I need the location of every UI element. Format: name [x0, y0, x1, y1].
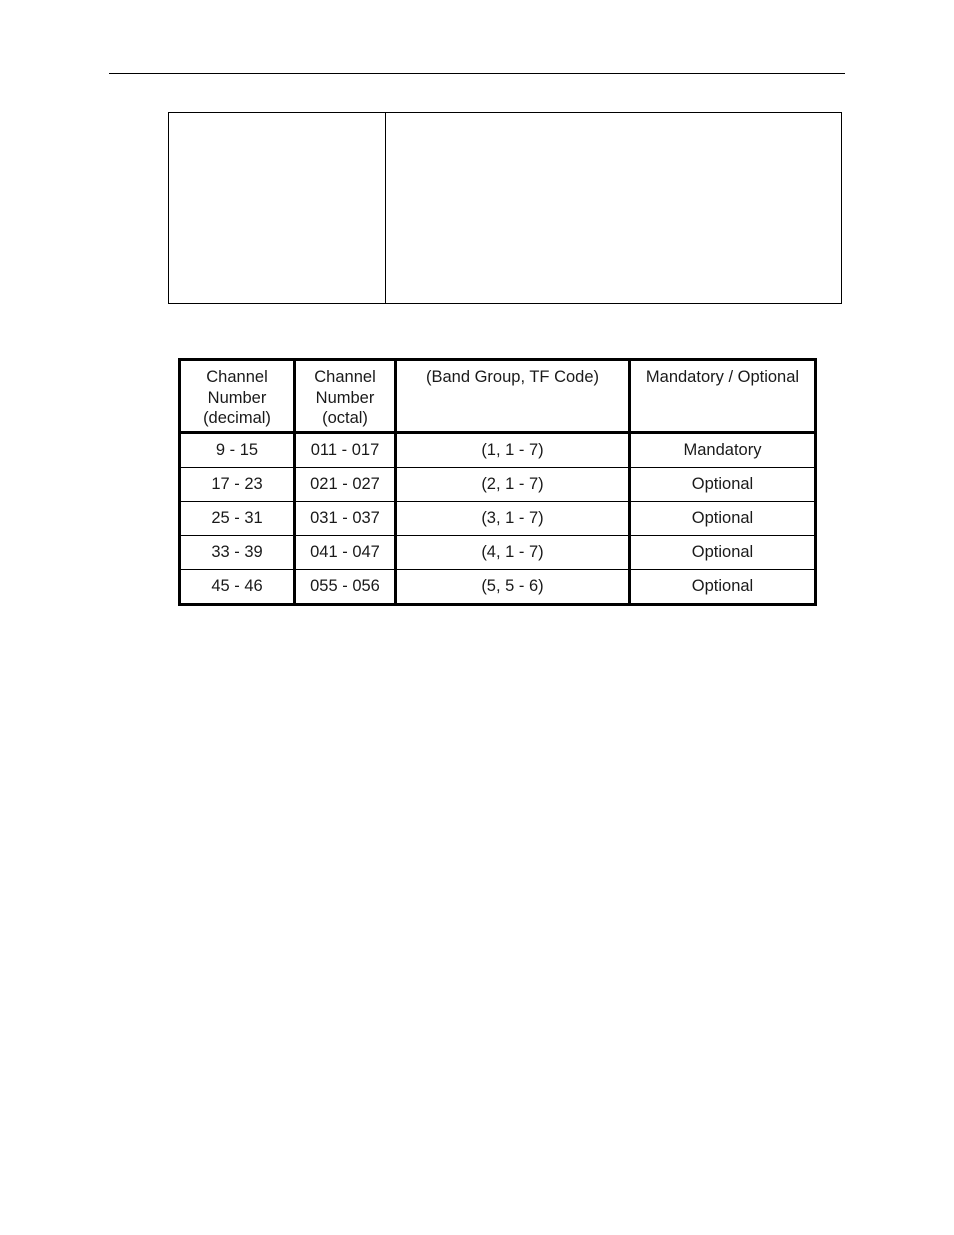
empty-table-box — [168, 112, 842, 304]
header-text: Channel — [206, 368, 268, 386]
cell-mandatory: Optional — [630, 536, 816, 570]
empty-table-cell-right — [386, 113, 841, 303]
table-header-row — [180, 360, 816, 433]
cell-mandatory: Mandatory — [630, 433, 816, 468]
cell-decimal: 25 - 31 — [180, 502, 295, 536]
cell-octal: 055 - 056 — [295, 570, 396, 605]
header-mandatory-optional — [630, 360, 816, 433]
cell-band-group: (5, 5 - 6) — [396, 570, 630, 605]
table-row — [180, 536, 816, 570]
header-text: Number — [207, 388, 267, 407]
cell-band-group: (4, 1 - 7) — [396, 536, 630, 570]
cell-band-group: (1, 1 - 7) — [396, 433, 630, 468]
header-channel-decimal — [180, 360, 295, 433]
cell-decimal: 33 - 39 — [180, 536, 295, 570]
cell-mandatory: Optional — [630, 570, 816, 605]
header-text: (octal) — [322, 409, 368, 427]
header-text: Channel — [314, 368, 376, 386]
table-row — [180, 502, 816, 536]
cell-octal: 031 - 037 — [295, 502, 396, 536]
empty-table-cell-left — [169, 113, 386, 303]
cell-decimal: 17 - 23 — [180, 468, 295, 502]
cell-octal: 021 - 027 — [295, 468, 396, 502]
table-row — [180, 468, 816, 502]
header-text: (Band Group, TF Code) — [425, 368, 600, 386]
cell-decimal: 45 - 46 — [180, 570, 295, 605]
cell-decimal: 9 - 15 — [180, 433, 295, 468]
cell-band-group: (3, 1 - 7) — [396, 502, 630, 536]
cell-mandatory: Optional — [630, 502, 816, 536]
table-row — [180, 433, 816, 468]
header-text: Number — [315, 388, 375, 407]
header-text: (decimal) — [203, 409, 271, 427]
cell-mandatory: Optional — [630, 468, 816, 502]
header-rule — [109, 73, 845, 74]
cell-band-group: (2, 1 - 7) — [396, 468, 630, 502]
cell-octal: 041 - 047 — [295, 536, 396, 570]
header-band-group — [396, 360, 630, 433]
channel-table — [178, 358, 817, 606]
header-text: Mandatory / Optional — [645, 368, 800, 386]
cell-octal: 011 - 017 — [295, 433, 396, 468]
table-row — [180, 570, 816, 605]
header-channel-octal — [295, 360, 396, 433]
